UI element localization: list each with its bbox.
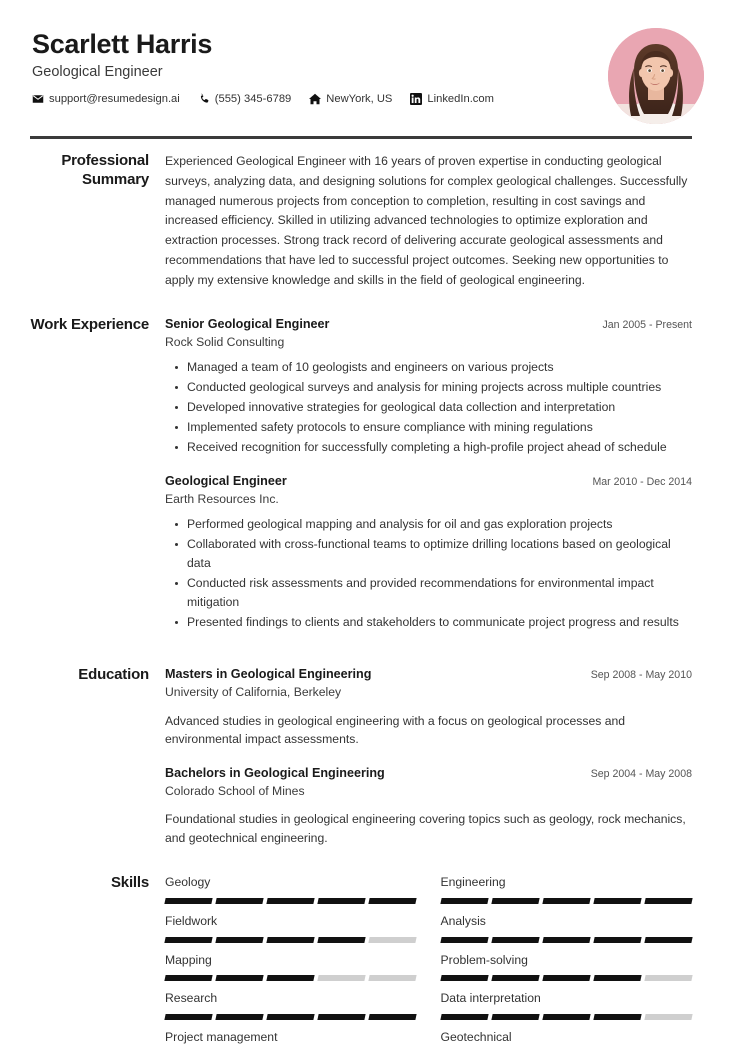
education-org: University of California, Berkeley <box>165 685 342 700</box>
skill-level-bar <box>441 898 693 904</box>
skill-level-segment <box>267 898 315 904</box>
email-icon <box>32 93 44 105</box>
skill-level-segment <box>318 937 366 943</box>
skill-level-segment <box>164 1014 212 1020</box>
skill-level-segment <box>542 975 590 981</box>
education-title: Masters in Geological Engineering <box>165 667 372 682</box>
education-date: Sep 2004 - May 2008 <box>590 768 692 781</box>
avatar-photo <box>608 28 704 124</box>
contact-linkedin[interactable] <box>410 93 494 105</box>
education-date: Sep 2008 - May 2010 <box>590 669 692 682</box>
skill-name: Analysis <box>440 913 486 928</box>
contact-email-text: support@resumedesign.ai <box>49 93 180 106</box>
contact-linkedin-text: LinkedIn.com <box>427 93 494 106</box>
skill-level-segment <box>491 937 539 943</box>
skill-level-segment <box>644 937 692 943</box>
skill-level-segment <box>593 937 641 943</box>
contact-phone-text: (555) 345-6789 <box>214 93 292 106</box>
contact-phone[interactable] <box>198 93 292 105</box>
skill-name: Research <box>165 991 218 1006</box>
home-icon <box>309 93 321 105</box>
skill-level-segment <box>318 975 366 981</box>
education-description: Foundational studies in geological engineering covering topics such as geology, rock mechanics, and geotechnical engineering. <box>165 812 686 846</box>
section-experience <box>0 316 730 632</box>
experience-bullets <box>165 515 692 631</box>
experience-title: Geological Engineer <box>165 473 287 488</box>
skill-level-segment <box>267 975 315 981</box>
skill-level-bar <box>165 1014 417 1020</box>
spacer <box>0 632 730 666</box>
skill-name: Geology <box>165 875 211 890</box>
experience-org: Rock Solid Consulting <box>165 335 285 350</box>
skill-level-segment <box>215 1014 263 1020</box>
skill-level-segment <box>542 898 590 904</box>
skill-level-segment <box>491 975 539 981</box>
skill-level-segment <box>318 1014 366 1020</box>
education-description: Advanced studies in geological engineering with a focus on geological processes and environmental impact assessments. <box>165 713 626 747</box>
skill-name: Data interpretation <box>440 991 541 1006</box>
skill-level-segment <box>267 1014 315 1020</box>
skill-item <box>441 913 693 952</box>
skill-item <box>441 990 693 1029</box>
skill-level-segment <box>644 975 692 981</box>
education-title: Bachelors in Geological Engineering <box>165 766 385 781</box>
experience-date: Mar 2010 - Dec 2014 <box>592 475 692 488</box>
resume-header <box>0 0 730 130</box>
experience-entry <box>165 316 692 457</box>
phone-icon <box>198 93 210 105</box>
skill-item <box>165 874 417 913</box>
skill-level-segment <box>164 975 212 981</box>
skill-name: Mapping <box>165 952 212 967</box>
spacer <box>0 848 730 874</box>
section-label-skills: Skills <box>111 874 149 892</box>
experience-entry <box>165 473 692 632</box>
bullet-item: Collaborated with cross-functional teams to optimize drilling locations based on geological data <box>165 535 692 573</box>
skill-item <box>441 1029 693 1062</box>
linkedin-icon <box>410 93 422 105</box>
skill-level-segment <box>491 898 539 904</box>
skill-item <box>441 874 693 913</box>
skill-level-segment <box>440 1014 488 1020</box>
education-entry <box>165 666 692 749</box>
skill-level-segment <box>215 975 263 981</box>
skill-level-segment <box>542 937 590 943</box>
skill-level-segment <box>542 1014 590 1020</box>
section-label-education: Education <box>78 666 149 684</box>
contact-row <box>32 93 692 105</box>
skills-grid <box>165 874 692 1061</box>
skill-level-segment <box>593 975 641 981</box>
skill-level-segment <box>164 898 212 904</box>
skill-level-segment <box>440 937 488 943</box>
skill-level-segment <box>369 898 417 904</box>
skill-level-segment <box>318 898 366 904</box>
skill-level-bar <box>165 975 417 981</box>
contact-location[interactable] <box>309 93 392 105</box>
candidate-job-title: Geological Engineer <box>32 63 163 80</box>
experience-title: Senior Geological Engineer <box>165 317 330 332</box>
skill-level-segment <box>215 898 263 904</box>
skill-level-bar <box>441 937 693 943</box>
bullet-item: Conducted geological surveys and analysis for mining projects across multiple countries <box>165 378 692 397</box>
bullet-item: Performed geological mapping and analysis for oil and gas exploration projects <box>165 515 692 534</box>
skill-name: Fieldwork <box>165 913 218 928</box>
skill-level-bar <box>165 937 417 943</box>
skill-level-segment <box>440 975 488 981</box>
bullet-item: Developed innovative strategies for geological data collection and interpretation <box>165 398 692 417</box>
skill-level-bar <box>165 898 417 904</box>
education-entry <box>165 765 692 848</box>
skill-item <box>165 952 417 991</box>
skill-level-segment <box>369 937 417 943</box>
skill-level-bar <box>441 975 693 981</box>
skill-name: Engineering <box>440 875 506 890</box>
experience-org: Earth Resources Inc. <box>165 491 279 506</box>
skill-level-segment <box>593 1014 641 1020</box>
skill-level-segment <box>369 1014 417 1020</box>
skill-level-segment <box>593 898 641 904</box>
contact-location-text: NewYork, US <box>326 93 393 106</box>
section-label-experience: Work Experience <box>30 316 149 334</box>
bullet-item: Presented findings to clients and stakeholders to communicate project progress and results <box>165 613 692 632</box>
section-skills <box>0 874 730 1061</box>
avatar <box>608 28 704 124</box>
skill-item <box>165 913 417 952</box>
bullet-item: Implemented safety protocols to ensure compliance with mining regulations <box>165 418 692 437</box>
section-summary <box>0 152 730 290</box>
section-label-summary: Professional Summary <box>61 152 149 188</box>
experience-date: Jan 2005 - Present <box>602 319 692 332</box>
section-education <box>0 666 730 848</box>
experience-bullets <box>165 358 692 457</box>
bullet-item: Managed a team of 10 geologists and engineers on various projects <box>165 358 692 377</box>
skill-name: Geotechnical <box>440 1030 512 1045</box>
skill-item <box>165 990 417 1029</box>
skill-level-bar <box>441 1014 693 1020</box>
skill-level-segment <box>369 975 417 981</box>
header-divider <box>30 136 692 139</box>
summary-text: Experienced Geological Engineer with 16 years of proven expertise in conducting geological surveys, analyzing data, and designing solutions for complex geological challenges. Successfully managed numerous projects from conception to completion, resulting in cost savings and increased efficiency. Skilled in utilizing advanced technologies to optimize exploration and extraction processes. Strong track record of delivering accurate geological assessments and recommendations that have led to successful project outcomes. Seeking new opportunities to apply my extensive knowledge and skills in the field of geological engineering. <box>165 154 688 287</box>
skill-level-segment <box>215 937 263 943</box>
skill-level-segment <box>644 898 692 904</box>
skill-level-segment <box>164 937 212 943</box>
bullet-item: Received recognition for successfully completing a high-profile project ahead of schedule <box>165 438 692 457</box>
bullet-item: Conducted risk assessments and provided recommendations for environmental impact mitigation <box>165 574 692 612</box>
skill-level-segment <box>644 1014 692 1020</box>
skill-item <box>165 1029 417 1062</box>
skill-level-segment <box>440 898 488 904</box>
resume-content <box>0 152 730 1062</box>
education-org: Colorado School of Mines <box>165 784 305 799</box>
skill-level-segment <box>491 1014 539 1020</box>
skill-name: Project management <box>165 1030 278 1045</box>
skill-name: Problem-solving <box>440 952 528 967</box>
skill-level-segment <box>267 937 315 943</box>
contact-email[interactable] <box>32 93 180 105</box>
candidate-name: Scarlett Harris <box>32 29 213 59</box>
spacer <box>0 290 730 316</box>
skill-item <box>441 952 693 991</box>
